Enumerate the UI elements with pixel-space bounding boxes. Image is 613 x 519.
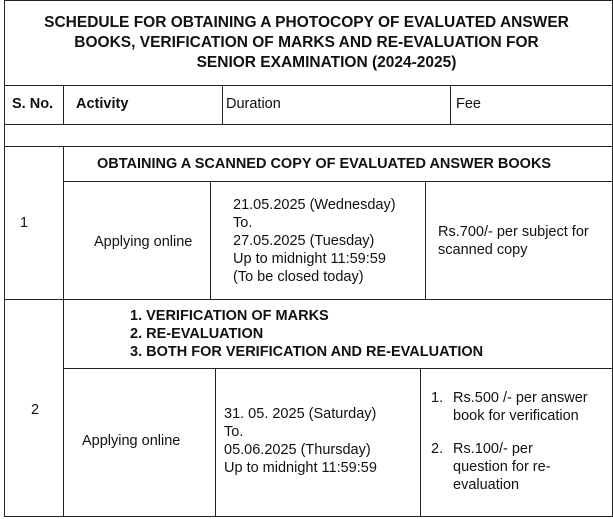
row1-fee-line: Rs.700/- per subject for [438, 224, 589, 240]
row1-divider-duration [425, 181, 426, 299]
row1-heading: OBTAINING A SCANNED COPY OF EVALUATED ANSWER BOOKS [97, 156, 552, 172]
header-duration: Duration [226, 96, 281, 112]
row1-duration-line: 21.05.2025 (Wednesday) [233, 197, 396, 213]
row2-fee2-line: question for re- [453, 459, 551, 475]
header-sno: S. No. [12, 96, 54, 112]
header-divider-sno [63, 85, 64, 124]
row2-fee2-line: evaluation [453, 477, 520, 493]
row2-sub-line [63, 368, 613, 369]
header-divider-activity [222, 85, 223, 124]
header-top-line [4, 85, 613, 86]
row2-fee1-line: Rs.500 /- per answer [453, 390, 588, 406]
row2-duration-line: To. [224, 424, 244, 440]
row2-list-item: 2. RE-EVALUATION [130, 326, 264, 342]
title-line-1: SCHEDULE FOR OBTAINING A PHOTOCOPY OF EVALUATED ANSWER [44, 14, 569, 31]
row2-list-item: 3. BOTH FOR VERIFICATION AND RE-EVALUATION [130, 344, 484, 360]
row1-sno: 1 [20, 215, 29, 231]
row2-divider-duration [420, 368, 421, 516]
row1-divider-activity [210, 181, 211, 299]
row2-fee1-number: 1. [431, 390, 444, 406]
row2-divider-activity [215, 368, 216, 516]
row1-duration-line: (To be closed today) [233, 269, 364, 285]
header-fee: Fee [456, 96, 481, 112]
row2-activity: Applying online [82, 433, 181, 449]
row1-bottom-line [4, 299, 613, 300]
table-border-left [4, 0, 5, 517]
row2-fee2-number: 2. [431, 441, 444, 457]
table-border-bottom [4, 516, 613, 517]
row2-fee2-line: Rs.100/- per [453, 441, 533, 457]
header-activity: Activity [76, 96, 129, 112]
col-divider-sno [63, 146, 64, 516]
row1-duration-line: To. [233, 215, 253, 231]
row1-duration-line: 27.05.2025 (Tuesday) [233, 233, 375, 249]
table-border-top [4, 0, 613, 1]
row1-activity: Applying online [94, 234, 193, 250]
row1-fee-line: scanned copy [438, 242, 528, 258]
header-divider-duration [450, 85, 451, 124]
row1-duration-line: Up to midnight 11:59:59 [233, 251, 386, 267]
title-line-3: SENIOR EXAMINATION (2024-2025) [196, 54, 457, 71]
row2-sno: 2 [31, 402, 40, 418]
row2-duration-line: 05.06.2025 (Thursday) [224, 442, 371, 458]
row2-fee1-line: book for verification [453, 408, 579, 424]
row2-list-item: 1. VERIFICATION OF MARKS [130, 308, 329, 324]
spacer-row-line [4, 146, 613, 147]
row1-sub-line [63, 181, 613, 182]
title-line-2: BOOKS, VERIFICATION OF MARKS AND RE-EVALUATION FOR [74, 34, 539, 51]
row2-duration-line: 31. 05. 2025 (Saturday) [224, 406, 377, 422]
header-bottom-line [4, 124, 613, 125]
row2-duration-line: Up to midnight 11:59:59 [224, 460, 377, 476]
